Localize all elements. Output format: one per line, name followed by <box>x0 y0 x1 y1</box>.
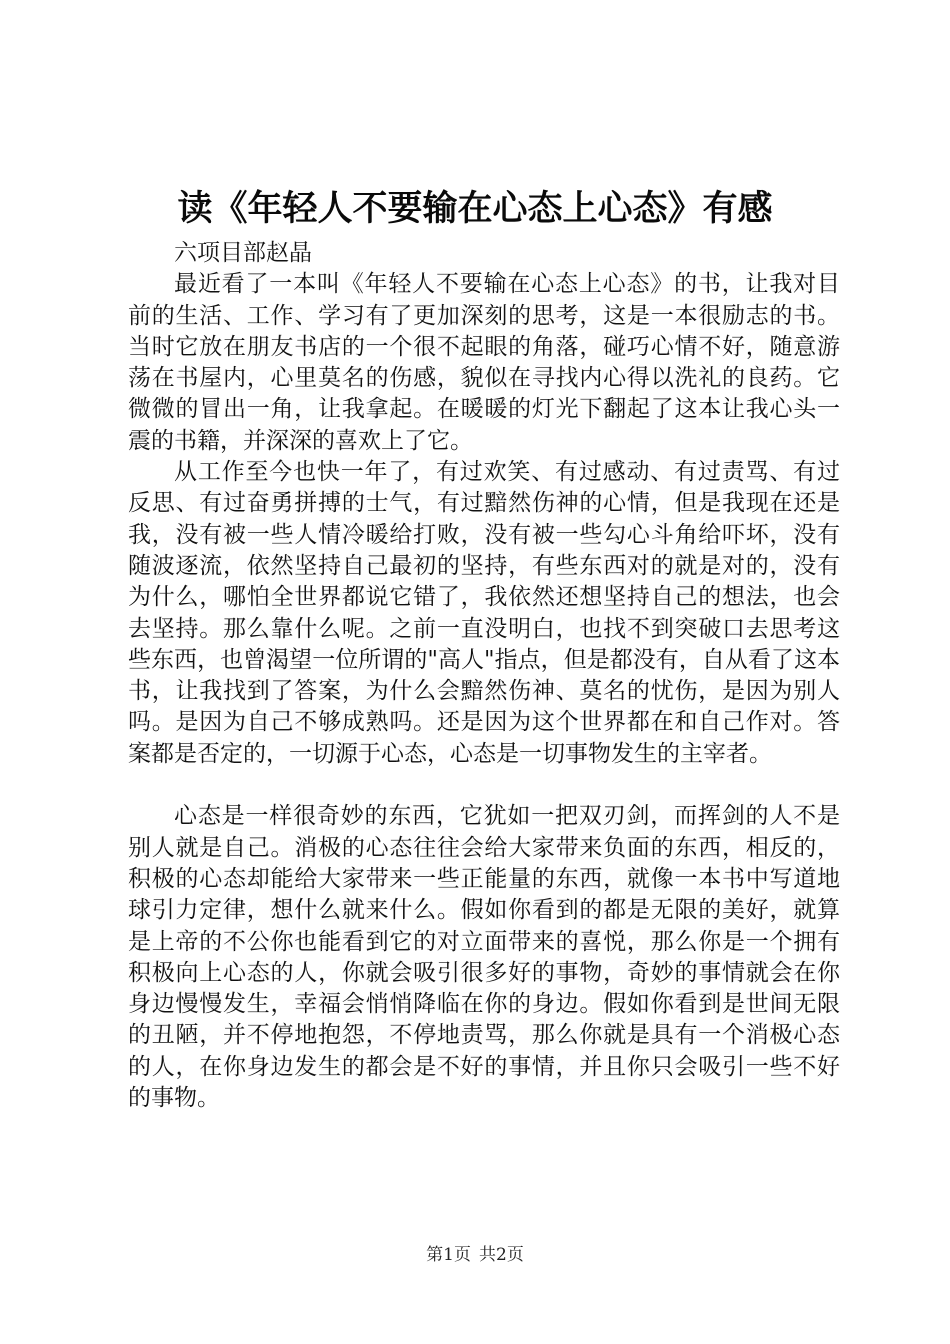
author-line: 六项目部赵晶 <box>174 240 312 266</box>
document-title: 读《年轻人不要输在心态上心态》有感 <box>177 188 773 229</box>
paragraph-spacer <box>128 770 840 801</box>
paragraph-1: 最近看了一本叫《年轻人不要输在心态上心态》的书，让我对目前的生活、工作、学习有了更加深刻的思考，这是一本很励志的书。当时它放在朋友书店的一个很不起眼的角落，碰巧心情不好，随意游荡在书屋内，心里莫名的伤感，貌似在寻找内心得以洗礼的良药。它微微的冒出一角，让我拿起。在暖暖的灯光下翻起了这本让我心头一震的书籍，并深深的喜欢上了它。 <box>128 271 840 454</box>
paragraph-2: 从工作至今也快一年了，有过欢笑、有过感动、有过责骂、有过反思、有过奋勇拼搏的士气，有过黯然伤神的心情，但是我现在还是我，没有被一些人情冷暖给打败，没有被一些勾心斗角给吓坏，没有随波逐流，依然坚持自己最初的坚持，有些东西对的就是对的，没有为什么，哪怕全世界都说它错了，我依然还想坚持自己的想法，也会去坚持。那么靠什么呢。之前一直没明白，也找不到突破口去思考这些东西，也曾渴望一位所谓的"高人"指点，但是都没有，自从看了这本书，让我找到了答案，为什么会黯然伤神、莫名的忧伤，是因为别人吗。是因为自己不够成熟吗。还是因为这个世界都在和自己作对。答案都是否定的，一切源于心态，心态是一切事物发生的主宰者。 <box>128 459 840 767</box>
document-body <box>128 238 840 1114</box>
paragraph-3: 心态是一样很奇妙的东西，它犹如一把双刃剑，而挥剑的人不是别人就是自己。消极的心态往往会给大家带来负面的东西，相反的，积极的心态却能给大家带来一些正能量的东西，就像一本书中写道地球引力定律，想什么就来什么。假如你看到的都是无限的美好，就算是上帝的不公你也能看到它的对立面带来的喜悦，那么你是一个拥有积极向上心态的人，你就会吸引很多好的事物，奇妙的事情就会在你身边慢慢发生，幸福会悄悄降临在你的身边。假如你看到是世间无限的丑陋，并不停地抱怨，不停地责骂，那么你就是具有一个消极心态的人，在你身边发生的都会是不好的事情，并且你只会吸引一些不好的事物。 <box>128 803 840 1112</box>
page-number-total: 共2页 <box>479 1245 524 1265</box>
page-footer <box>0 1243 950 1267</box>
page-number-current: 第1页 <box>426 1245 471 1265</box>
